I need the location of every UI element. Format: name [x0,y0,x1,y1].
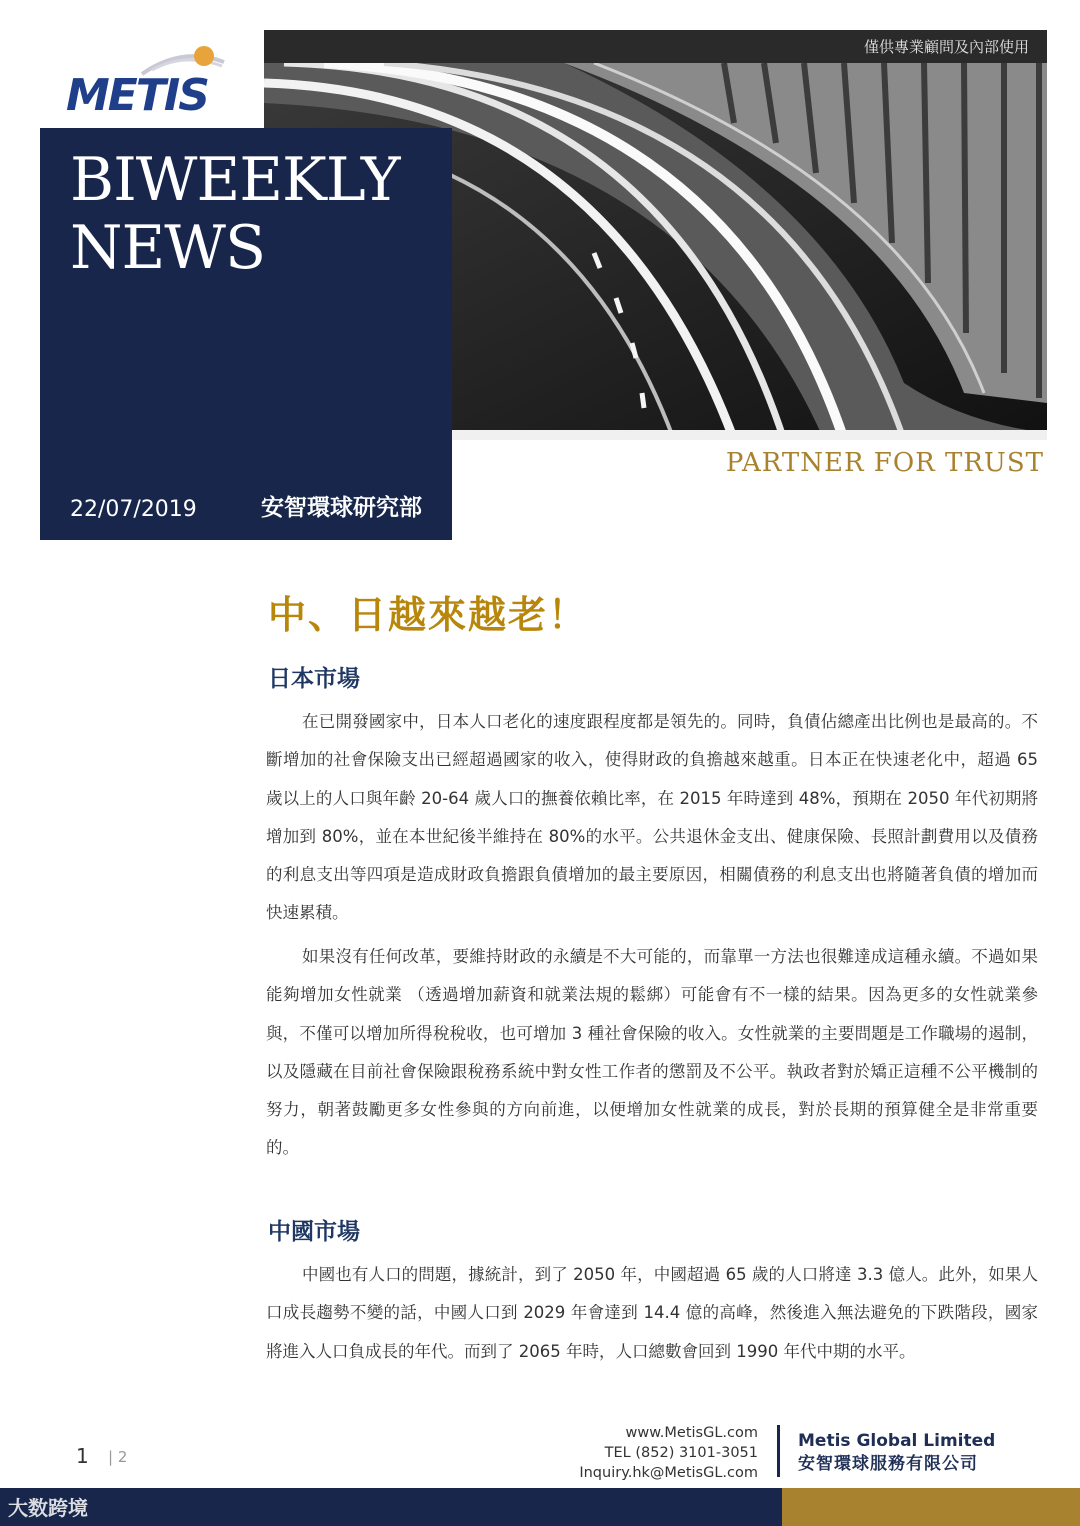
title-panel [40,128,452,540]
newsletter-title [70,146,400,282]
watermark-text: 大数跨境 [8,1496,88,1520]
page-total-number: 2 [117,1448,128,1466]
footer-bar-navy [0,1488,782,1526]
company-name-zh: 安智環球服務有限公司 [798,1454,978,1474]
notice-bar [264,30,1047,63]
page-number: 1 [76,1444,89,1468]
company-name-en: Metis Global Limited [798,1431,996,1451]
title-line-1: BIWEEKLY [70,145,400,215]
paragraph-china-1: 中國也有人口的問題，據統計，到了 2050 年，中國超過 65 歲的人口將達 3.3 億人。此外，如果人口成長趨勢不變的話，中國人口到 2029 年會達到 14.4 億的高峰，然後進入無法避免的下跌階段，國家將進入人口負成長的年代。而到了 2065 年時，人口總數會回到 1990 年代中期的水平。 [266,1265,1038,1361]
telephone: TEL (852) 3101-3051 [604,1445,758,1461]
logo-wordmark: METIS [66,70,208,121]
tagline: PARTNER FOR TRUST [725,448,1044,478]
paragraph-japan-2: 如果沒有任何改革，要維持財政的永續是不大可能的，而靠單一方法也很難達成這種永續。不過如果能夠增加女性就業 （透過增加薪資和就業法規的鬆綁）可能會有不一樣的結果。因為更多的女性就業參與，不僅可以增加所得稅稅收，也可增加 3 種社會保險的收入。女性就業的主要問題是工作職場的遏制，以及隱藏在目前社會保險跟稅務系統中對女性工作者的懲罰及不公平。執政者對於矯正這種不公平機制的努力，朝著鼓勵更多女性參與的方向前進，以便增加女性就業的成長，對於長期的預算健全是非常重要的。 [266,947,1038,1158]
website-link[interactable]: www.MetisGL.com [625,1425,758,1441]
paragraph-japan-1: 在已開發國家中，日本人口老化的速度跟程度都是領先的。同時，負債佔總產出比例也是最高的。不斷增加的社會保險支出已經超過國家的收入，使得財政的負擔越來越重。日本正在快速老化中，超過 65 歲以上的人口與年齡 20-64 歲人口的撫養依賴比率，在 2015 年時達到 48%，預期在 2050 年代初期將增加到 80%，並在本世紀後半維持在 80%的水平。公共退休金支出、健康保險、長照計劃費用以及債務的利息支出等四項是造成財政負擔跟負債增加的最主要原因，相關債務的利息支出也將隨著負債的增加而快速累積。 [266,712,1038,923]
company-name [798,1430,995,1476]
title-line-2: NEWS [70,213,266,283]
section-heading-japan: 日本市場 [268,666,360,692]
notice-text: 僅供專業顧問及內部使用 [863,38,1029,56]
footer-bar-gold [782,1488,1080,1526]
email-link[interactable]: Inquiry.hk@MetisGL.com [579,1465,758,1481]
contact-info [579,1423,758,1483]
department-name: 安智環球研究部 [261,495,422,521]
metis-logo [60,40,230,120]
page-total: | 2 [108,1448,128,1466]
issue-date: 22/07/2019 [70,497,197,522]
footer-divider [777,1425,780,1477]
article-title: 中、日越來越老！ [268,593,589,637]
section-heading-china: 中國市場 [268,1219,360,1245]
